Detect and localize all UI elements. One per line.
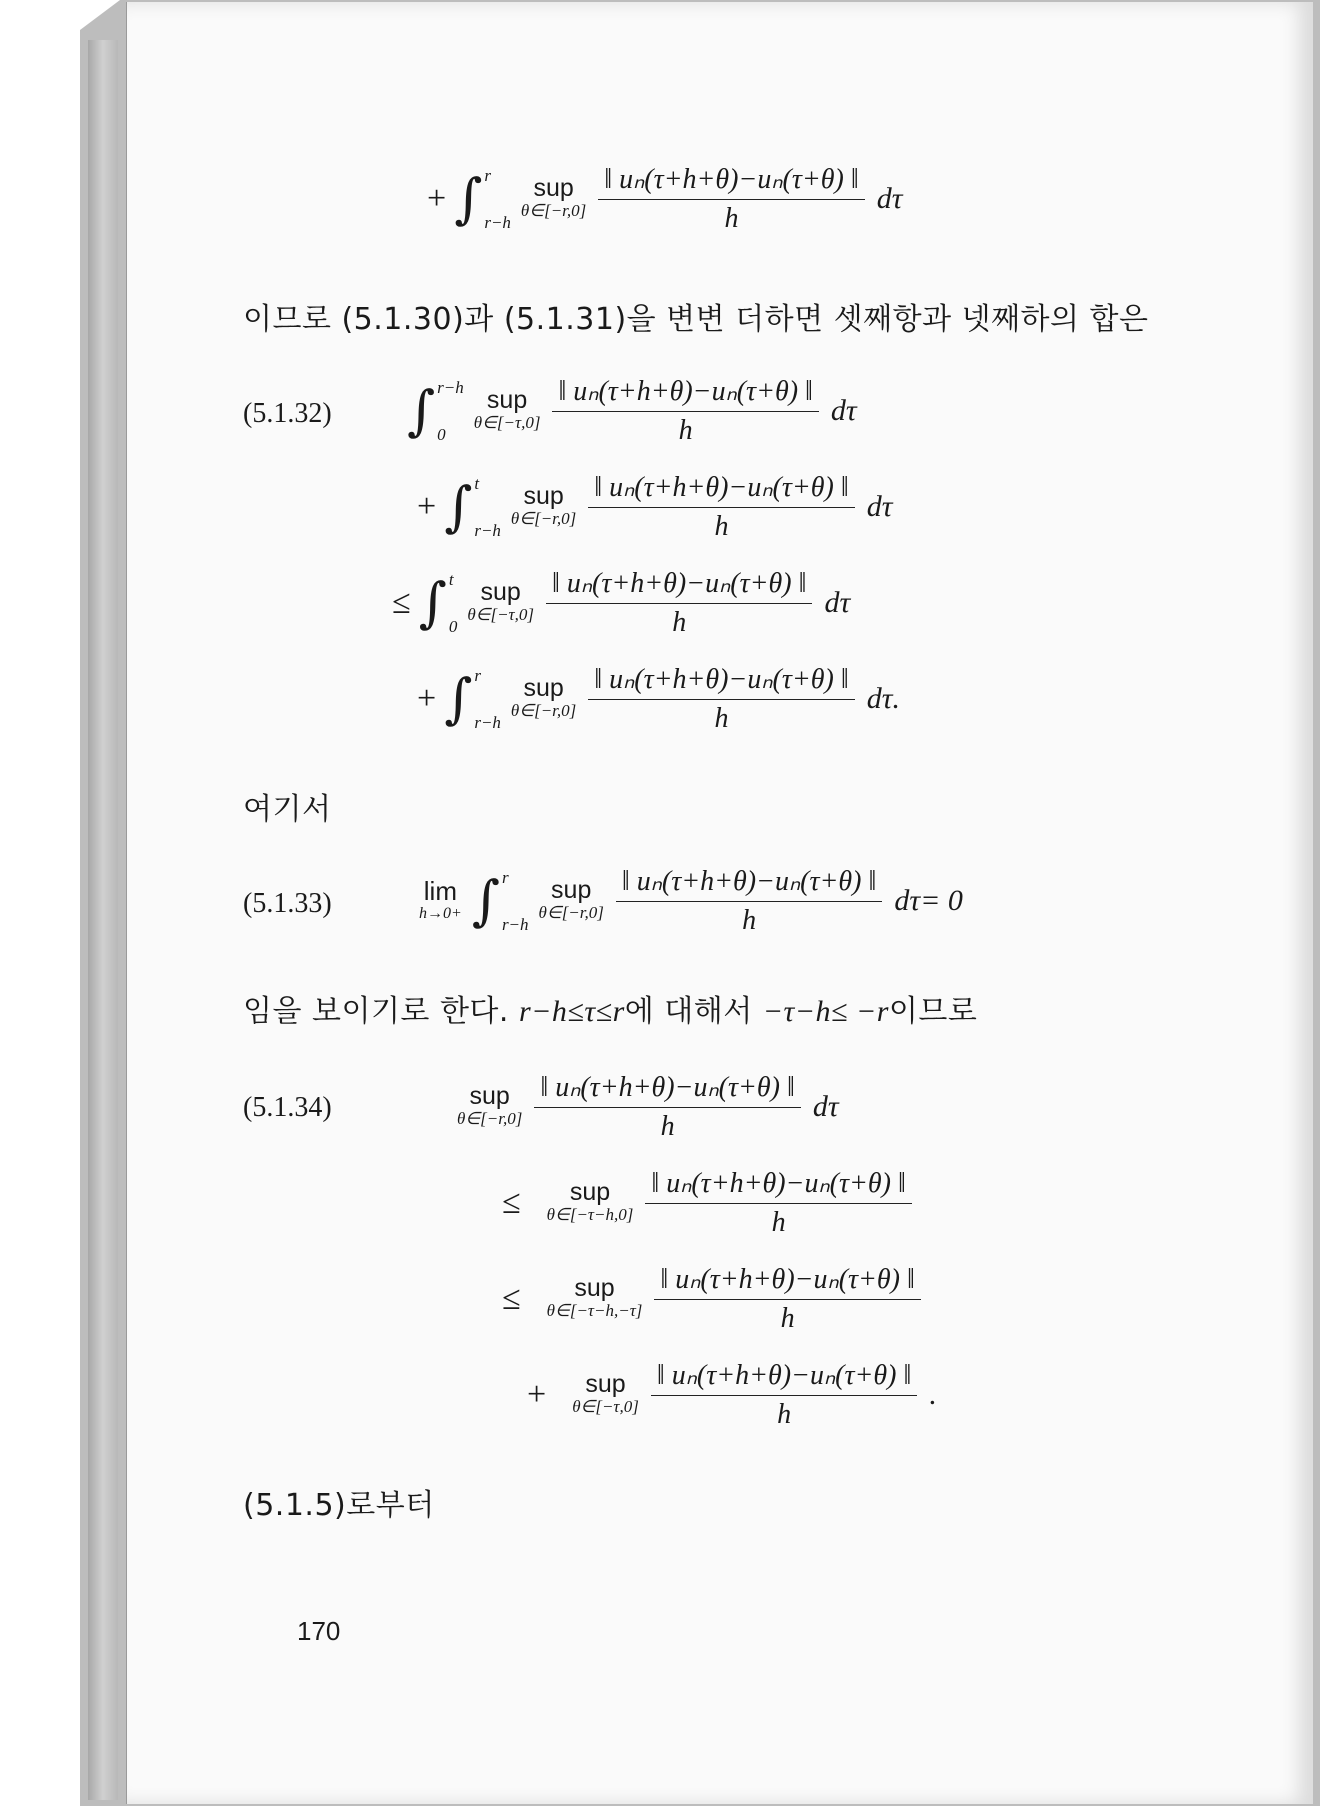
- paragraph-line: 임을 보이기로 한다. r−h≤τ≤r에 대해서 −τ−h≤ −r이므로: [243, 994, 978, 1029]
- page-number: 170: [297, 1616, 341, 1646]
- plus-sign: +: [417, 679, 437, 717]
- book-page: [126, 2, 1313, 1804]
- fraction: $\frac{\text{‖ uₙ(τ+h+θ)−uₙ(τ+θ) ‖}}{h}$: [588, 662, 854, 735]
- equation-row-top: [427, 162, 902, 235]
- fraction: $\frac{\text{‖ uₙ(τ+h+θ)−uₙ(τ+θ) ‖}}{h}$: [654, 1262, 920, 1335]
- differential: dτ: [824, 585, 851, 619]
- integral: ∫ t 0: [418, 569, 458, 636]
- supremum: sup θ∈[−τ,0]: [473, 385, 541, 432]
- plus-sign: +: [417, 487, 437, 525]
- book-page-edge: [88, 40, 118, 1800]
- supremum: sup θ∈[−τ−h,0]: [546, 1177, 634, 1224]
- differential: dτ= 0: [894, 883, 963, 917]
- equation-row: [417, 470, 892, 543]
- limit: lim h→0+: [419, 875, 462, 922]
- equation-row: [392, 566, 850, 639]
- equation-label: (5.1.32): [243, 398, 332, 429]
- equation-row: [527, 1358, 937, 1431]
- equation-row: [457, 1070, 839, 1143]
- supremum: sup θ∈[−r,0]: [510, 481, 577, 528]
- leq-sign: ≤: [502, 1183, 521, 1221]
- supremum: sup θ∈[−r,0]: [520, 173, 587, 220]
- fraction: $\frac{\text{‖ uₙ(τ+h+θ)−uₙ(τ+θ) ‖}}{h}$: [534, 1070, 800, 1143]
- supremum: sup θ∈[−τ−h,−τ]: [546, 1273, 643, 1320]
- supremum: sup θ∈[−r,0]: [510, 673, 577, 720]
- paragraph-line: 여기서: [243, 792, 332, 827]
- supremum: sup θ∈[−τ,0]: [572, 1369, 639, 1416]
- fraction: $\frac{\text{‖ uₙ(τ+h+θ)−uₙ(τ+θ) ‖}}{h}$: [645, 1166, 911, 1239]
- equation-row: [407, 374, 857, 447]
- equation-row: [502, 1166, 924, 1239]
- fraction: $\frac{\text{‖ uₙ(τ+h+θ)−uₙ(τ+θ) ‖}}{h}$: [552, 374, 818, 447]
- fraction: $\frac{\text{‖ uₙ(τ+h+θ)−uₙ(τ+θ) ‖}}{h}$: [588, 470, 854, 543]
- differential: dτ: [876, 181, 903, 215]
- integral: ∫ t r−h: [444, 473, 501, 540]
- differential: dτ.: [866, 681, 900, 715]
- paragraph-line: 이므로 (5.1.30)과 (5.1.31)을 변변 더하면 셋째항과 넷째하의 합은: [243, 302, 1149, 337]
- leq-sign: ≤: [392, 583, 411, 621]
- integral: ∫ r r−h: [444, 665, 501, 732]
- equation-row: [419, 864, 963, 937]
- fraction: $\frac{\text{‖ uₙ(τ+h+θ)−uₙ(τ+θ) ‖}}{h}$: [616, 864, 882, 937]
- integral: ∫ r−h 0: [407, 377, 464, 444]
- differential: dτ: [812, 1089, 839, 1123]
- differential: dτ: [866, 489, 893, 523]
- supremum: sup θ∈[−τ,0]: [467, 577, 535, 624]
- integral: ∫ r r−h: [471, 867, 529, 934]
- differential: dτ: [830, 393, 857, 427]
- period: .: [929, 1377, 937, 1411]
- equation-label: (5.1.33): [243, 888, 332, 919]
- paragraph-line: (5.1.5)로부터: [243, 1488, 435, 1523]
- equation-row: [502, 1262, 933, 1335]
- fraction: $\frac{\text{‖ uₙ(τ+h+θ)−uₙ(τ+θ) ‖}}{h}$: [651, 1358, 917, 1431]
- integral: ∫ r r−h: [454, 165, 511, 232]
- plus-sign: +: [527, 1375, 547, 1413]
- leq-sign: ≤: [502, 1279, 521, 1317]
- fraction: $\frac{\text{‖ uₙ(τ+h+θ)−uₙ(τ+θ) ‖}}{h}$: [546, 566, 812, 639]
- fraction: $\frac{\text{‖ uₙ(τ+h+θ)−uₙ(τ+θ) ‖}}{h}$: [598, 162, 864, 235]
- supremum: sup θ∈[−r,0]: [538, 875, 604, 922]
- equation-label: (5.1.34): [243, 1092, 332, 1123]
- supremum: sup θ∈[−r,0]: [457, 1081, 523, 1128]
- plus-sign: +: [427, 179, 447, 217]
- equation-row: [417, 662, 900, 735]
